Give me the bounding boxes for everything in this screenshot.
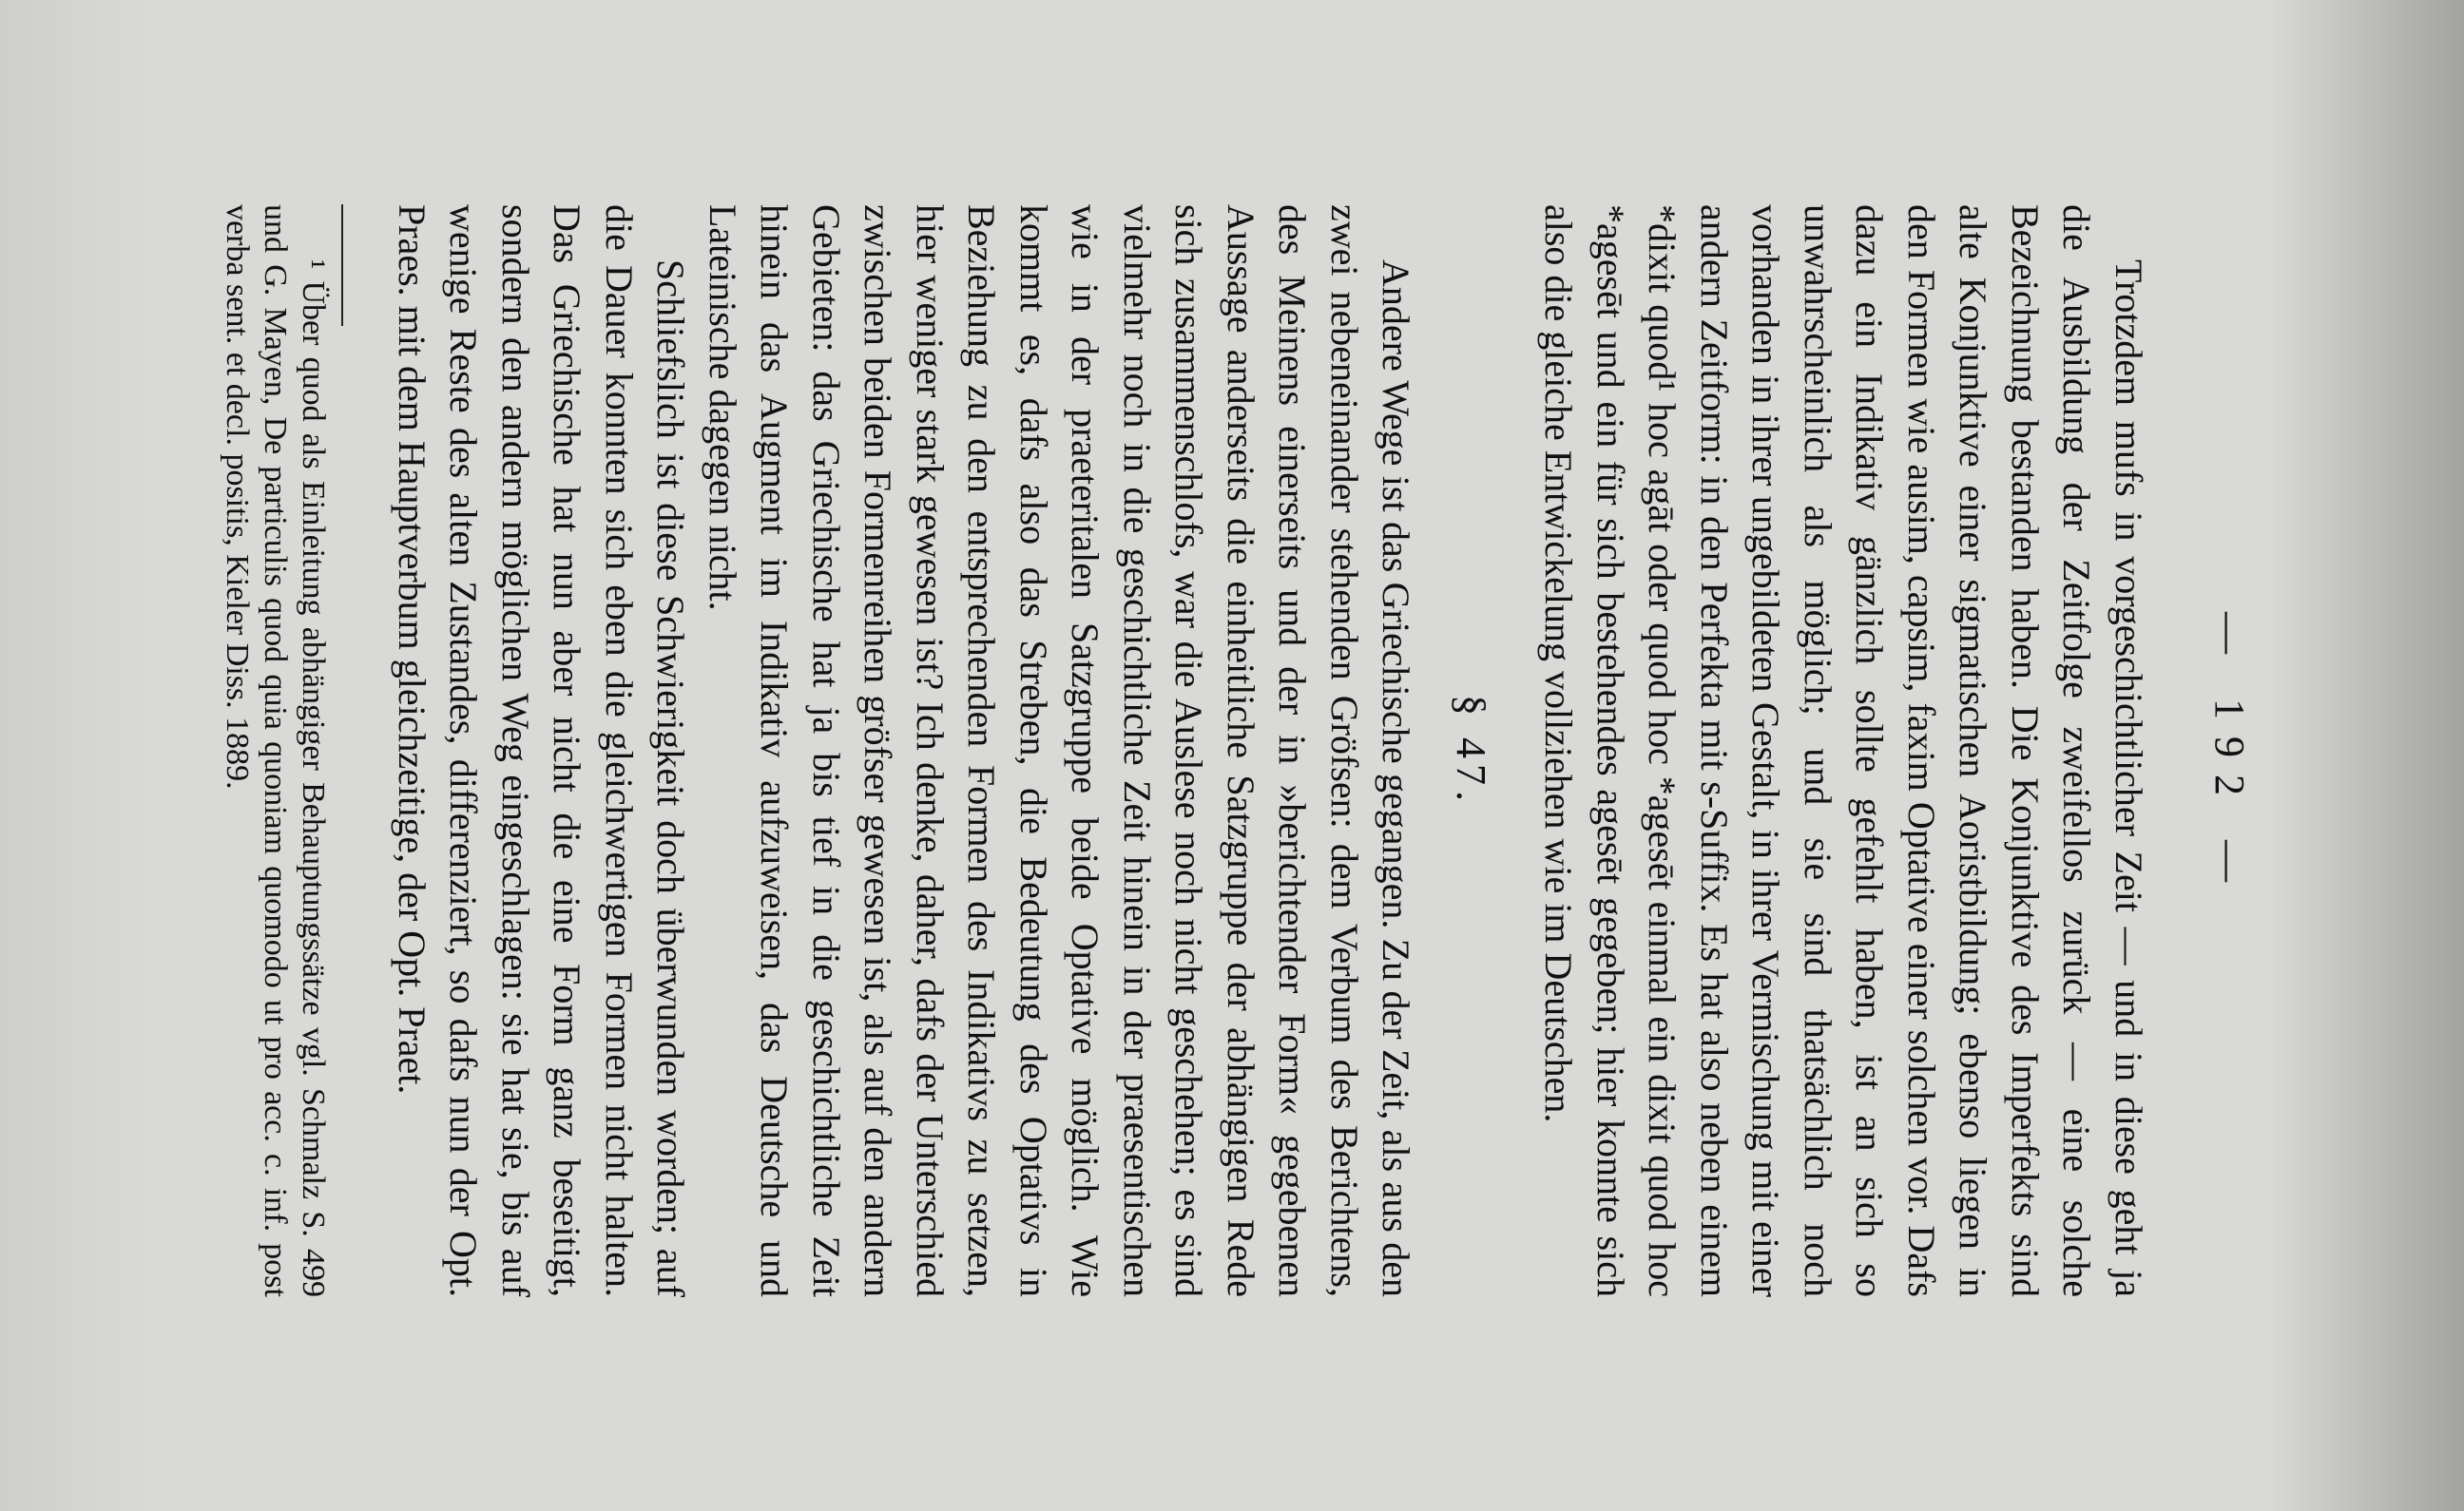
section-heading: § 47. [1448, 695, 1494, 807]
page-number: — 192 — [2206, 612, 2253, 899]
paragraph-2: Andere Wege ist das Griechische gegangen. Zu der Zeit, als aus den zwei nebeneinander stehenden Gröfsen: dem Verbum des Berichtens, des Meinens einerseits und der in »berichtender Form« gegebenen Aussage anderseits die einheitliche Satzgruppe der abhängigen Rede sich zusammenschlofs, war die Auslese noch nicht geschehen; es sind vielmehr noch in die geschichtliche Zeit hinein in der praesentischen wie in der praeteritalen Satzgruppe beide Optative möglich. Wie kommt es, dafs also das Streben, die Bedeutung des Optativs in Beziehung zu den entsprechenden Formen des Indikativs zu setzen, hier weniger stark gewesen ist? Ich denke, daher, dafs der Unterschied zwischen beiden Formenreihen gröfser gewesen ist, als auf den andern Gebieten: das Griechische hat ja bis tief in die geschichtliche Zeit hinein das Augment im Indikativ aufzuweisen, das Deutsche und Lateinische dagegen nicht. [702, 204, 1418, 1297]
page-body [219, 204, 2155, 1297]
paragraph-3: Schliefslich ist diese Schwierigkeit doch überwunden worden; auf die Dauer konnten sich eben die gleichwertigen Formen nicht halten. Das Griechische hat nun aber nicht die eine Form ganz beseitigt, sondern den andern möglichen Weg eingeschlagen: sie hat sie, bis auf wenige Reste des alten Zustandes, differenziert, so dafs nun der Opt. Praes. mit dem Hauptverbum gleichzeitige, der Opt. Praet. [391, 204, 693, 1297]
footnote: ¹ Über quod als Einleitung abhängiger Behauptungssätze vgl. Schmalz S. 499 und G. Mayen, De particulis quod quia quoniam quomodo ut pro acc. c. inf. post verba sent. et decl. positis, Kieler Diss. 1889. [220, 204, 332, 1297]
paragraph-1: Trotzdem mufs in vorgeschichtlicher Zeit — und in diese geht ja die Ausbildung der Zeitfolge zweifellos zurück — eine solche Bezeichnung bestanden haben. Die Konjunktive des Imperfekts sind alte Konjunktive einer sigmatischen Aoristbildung; ebenso liegen in den Formen wie ausim, capsim, faxim Optative einer solchen vor. Dafs dazu ein Indikativ gänzlich sollte gefehlt haben, ist an sich so unwahrscheinlich als möglich; und sie sind thatsächlich noch vorhanden in ihrer ungebildeten Gestalt, in ihrer Vermischung mit einer andern Zeitform: in den Perfekta mit s-Suffix. Es hat also neben einem *dixit quod¹ hoc agāt oder quod hoc *agesēt einmal ein dixit quod hoc *agesēt und ein für sich bestehendes agesēt gegeben; hier konnte sich also die gleiche Entwickelung vollziehen wie im Deutschen. [1537, 204, 2150, 1297]
footnote-rule [342, 204, 344, 326]
rotated-page-content [158, 90, 2306, 1421]
